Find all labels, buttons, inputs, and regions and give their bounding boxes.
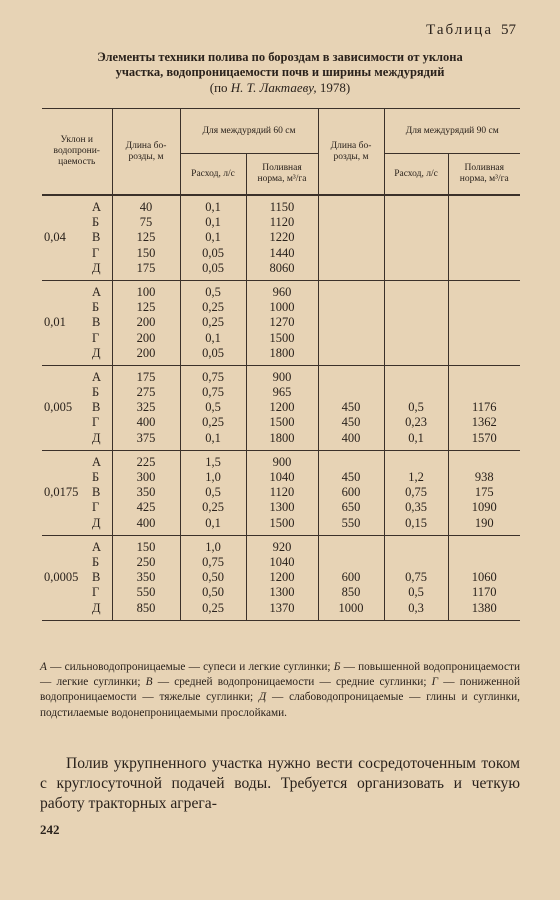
cell-value (449, 346, 521, 361)
cell-value (449, 246, 521, 261)
note-key-b: Б (333, 661, 341, 673)
cell-value: 850 (341, 585, 361, 600)
cell-value (449, 540, 521, 555)
cell-value: 0,05 (202, 345, 224, 360)
slope-cell (42, 280, 112, 365)
cell-rate90 (384, 450, 448, 535)
table-header (42, 109, 520, 196)
cell-value: 1090 (471, 500, 497, 515)
cell-norm90 (448, 450, 520, 535)
cell-norm90 (448, 280, 520, 365)
cell-value: 0,75 (202, 369, 224, 384)
cell-value: 0,1 (205, 230, 221, 245)
permeability-letter: Г (92, 330, 100, 345)
cell-value: 965 (272, 385, 292, 400)
permeability-letter: Г (92, 500, 100, 515)
slope-value: 0,01 (44, 315, 66, 330)
permeability-letter: Б (92, 215, 100, 230)
cell-value: 0,1 (205, 515, 221, 530)
table-number (426, 22, 516, 39)
cell-value: 0,25 (202, 500, 224, 515)
cell-value (385, 331, 448, 346)
cell-rate60 (180, 535, 246, 620)
cell-value: 0,25 (202, 600, 224, 615)
note-text-a: — сильноводопроницаемые — супеси и легкие суглинки; (46, 661, 334, 673)
cell-value (319, 331, 384, 346)
cell-value: 0,15 (405, 515, 427, 530)
cell-len90 (318, 195, 384, 280)
cell-value: 550 (341, 515, 361, 530)
permeability-letter: В (92, 230, 101, 245)
permeability-letter: А (92, 539, 102, 554)
cell-value: 1270 (269, 315, 295, 330)
cell-value: 175 (136, 260, 156, 275)
note-key-c: В (145, 676, 153, 689)
cell-value: 1,0 (205, 539, 221, 554)
cell-value (449, 200, 521, 215)
cell-value (449, 555, 521, 570)
cell-value (319, 285, 384, 300)
cell-value (385, 555, 448, 570)
cell-value: 0,25 (202, 300, 224, 315)
cell-value (385, 300, 448, 315)
ref-year: 1978) (316, 80, 351, 95)
slope-value: 0,005 (44, 400, 73, 415)
permeability-letter: Д (92, 515, 101, 530)
title-reference (40, 80, 520, 95)
cell-value: 8060 (269, 260, 295, 275)
header-rate-60: Расход, л/с (180, 154, 246, 196)
cell-value: 960 (272, 284, 292, 299)
cell-value: 0,05 (202, 260, 224, 275)
header-group-90: Для междурядий 90 см (384, 109, 520, 154)
title-line-2: участка, водопроницаемости почв и ширины междурядий (115, 65, 445, 79)
cell-value: 0,35 (405, 500, 427, 515)
cell-value: 0,1 (205, 215, 221, 230)
cell-rate90 (384, 365, 448, 450)
cell-value: 1040 (269, 470, 295, 484)
header-norm-60: Поливная норма, м³/га (246, 154, 318, 196)
permeability-letter: Б (92, 554, 100, 569)
permeability-letter: В (92, 315, 101, 330)
cell-value: 1362 (471, 415, 497, 430)
page-number: 242 (40, 822, 60, 837)
cell-value: 0,1 (205, 200, 221, 214)
cell-value (385, 200, 448, 215)
cell-value: 250 (136, 554, 156, 569)
cell-rate60 (180, 280, 246, 365)
permeability-letter: В (92, 485, 101, 500)
permeability-letter: Д (92, 430, 101, 445)
cell-rate60 (180, 365, 246, 450)
ref-author: Н. Т. Лактаеву, (230, 80, 317, 95)
slope-value: 0,04 (44, 230, 66, 245)
table-row-group (42, 450, 520, 535)
cell-value: 1300 (269, 500, 295, 515)
cell-value (385, 385, 448, 400)
cell-len90 (318, 280, 384, 365)
cell-value: 1200 (269, 570, 295, 585)
cell-value: 450 (341, 415, 361, 430)
note-text-b: — повышенной водопроницаемости — легкие суглинки; (40, 661, 520, 689)
cell-value: 0,75 (405, 570, 427, 585)
permeability-letter: В (92, 400, 101, 415)
cell-len60 (112, 280, 180, 365)
body-paragraph: Полив укрупненного участка нужно вести сосредоточенным током с круглосуточной подачей воды. Требуется организовать и четкую работу тракторных агрега- (40, 755, 520, 812)
cell-value: 125 (136, 230, 156, 245)
cell-value: 938 (474, 470, 494, 484)
cell-value (319, 555, 384, 570)
cell-norm90 (448, 195, 520, 280)
cell-value: 0,25 (202, 315, 224, 330)
cell-value: 1500 (269, 330, 295, 345)
cell-value: 400 (136, 515, 156, 530)
permeability-letter: Б (92, 385, 100, 400)
cell-rate90 (384, 280, 448, 365)
permeability-letter: А (92, 454, 102, 469)
table-row-group (42, 365, 520, 450)
cell-value (319, 385, 384, 400)
cell-value: 75 (139, 215, 153, 230)
cell-value: 425 (136, 500, 156, 515)
cell-value: 1150 (269, 200, 295, 214)
note-text-c: — средней водопроницаемости — средние суглинки; (152, 676, 432, 689)
cell-len60 (112, 195, 180, 280)
cell-value: 100 (136, 284, 156, 299)
cell-value (319, 300, 384, 315)
cell-value: 1,5 (205, 454, 221, 469)
cell-value (385, 346, 448, 361)
cell-value: 375 (136, 430, 156, 445)
note-text-d: — пониженной водопроницаемости — тяжелые суглинки; (40, 676, 520, 704)
cell-value: 190 (474, 515, 494, 530)
header-rate-90: Расход, л/с (384, 154, 448, 196)
ref-prefix: (по (209, 80, 231, 95)
cell-norm60 (246, 280, 318, 365)
cell-value: 300 (136, 470, 156, 484)
cell-value (385, 261, 448, 276)
title-line-1: Элементы техники полива по бороздам в зависимости от уклона (97, 50, 463, 64)
header-group-60: Для междурядий 60 см (180, 109, 318, 154)
cell-value: 325 (136, 400, 156, 415)
cell-norm60 (246, 365, 318, 450)
cell-value (449, 230, 521, 245)
cell-value (449, 215, 521, 230)
cell-value: 200 (136, 315, 156, 330)
cell-value: 1000 (338, 600, 364, 615)
cell-norm60 (246, 535, 318, 620)
permeability-letter: В (92, 570, 101, 585)
cell-value: 1040 (269, 554, 295, 569)
table-row-group (42, 280, 520, 365)
cell-value: 0,5 (408, 585, 424, 600)
irrigation-table (42, 108, 520, 621)
permeability-letter: Г (92, 245, 100, 260)
cell-value: 225 (136, 454, 156, 469)
cell-value (385, 285, 448, 300)
header-length-90: Длина бо- розды, м (318, 109, 384, 196)
permeability-letter: Г (92, 585, 100, 600)
table-row-group (42, 535, 520, 620)
cell-value: 0,1 (408, 430, 424, 445)
cell-norm60 (246, 195, 318, 280)
cell-value: 1,2 (408, 470, 424, 484)
cell-value: 0,5 (205, 400, 221, 415)
slope-cell (42, 535, 112, 620)
cell-value: 1,0 (205, 470, 221, 484)
table-title (40, 50, 520, 95)
cell-value (385, 455, 448, 470)
cell-value: 0,50 (202, 585, 224, 600)
permeability-letter: Б (92, 300, 100, 315)
cell-value: 0,3 (408, 600, 424, 615)
cell-value: 400 (136, 415, 156, 430)
cell-value (385, 315, 448, 330)
cell-value: 600 (341, 485, 361, 500)
cell-value: 1800 (269, 345, 295, 360)
cell-value (319, 315, 384, 330)
cell-value: 0,25 (202, 415, 224, 430)
cell-value: 1570 (471, 430, 497, 445)
cell-value: 150 (136, 539, 156, 554)
cell-value: 850 (136, 600, 156, 615)
cell-value: 1440 (269, 245, 295, 260)
cell-value: 900 (272, 369, 292, 384)
cell-value: 1800 (269, 430, 295, 445)
cell-value: 650 (341, 500, 361, 515)
cell-value (449, 455, 521, 470)
cell-value: 1370 (269, 600, 295, 615)
cell-value (449, 370, 521, 385)
header-slope: Уклон и водопрони- цаемость (42, 109, 112, 196)
cell-rate60 (180, 195, 246, 280)
cell-value: 1500 (269, 515, 295, 530)
cell-len90 (318, 365, 384, 450)
table-row-group (42, 195, 520, 280)
note-text-e: — слабоводопроницаемые — глины и суглинки, подстилаемые водонепроницаемыми прослойками. (40, 691, 520, 719)
cell-value (449, 285, 521, 300)
cell-value: 1380 (471, 600, 497, 615)
cell-value: 400 (341, 430, 361, 445)
cell-value: 1120 (269, 215, 295, 230)
cell-value: 0,05 (202, 245, 224, 260)
cell-value (385, 230, 448, 245)
cell-value: 1500 (269, 415, 295, 430)
permeability-letter: Г (92, 415, 100, 430)
cell-value (319, 215, 384, 230)
cell-value: 200 (136, 345, 156, 360)
cell-rate60 (180, 450, 246, 535)
cell-value: 0,75 (202, 385, 224, 400)
cell-value (449, 261, 521, 276)
cell-rate90 (384, 195, 448, 280)
cell-value: 175 (136, 369, 156, 384)
permeability-letter: А (92, 284, 102, 299)
cell-value: 0,23 (405, 415, 427, 430)
cell-value: 0,75 (405, 485, 427, 500)
permeability-letter: А (92, 369, 102, 384)
cell-value (449, 385, 521, 400)
cell-value: 1300 (269, 585, 295, 600)
cell-len90 (318, 535, 384, 620)
cell-value (385, 246, 448, 261)
cell-norm60 (246, 450, 318, 535)
cell-value: 0,75 (202, 554, 224, 569)
cell-value: 450 (341, 470, 361, 484)
slope-cell (42, 365, 112, 450)
permeability-letter: Д (92, 345, 101, 360)
permeability-letter: А (92, 200, 102, 214)
cell-value: 1200 (269, 400, 295, 415)
cell-value (319, 230, 384, 245)
cell-value (449, 331, 521, 346)
cell-len60 (112, 450, 180, 535)
cell-value: 600 (341, 570, 361, 585)
slope-cell (42, 450, 112, 535)
slope-cell (42, 195, 112, 280)
cell-value (319, 540, 384, 555)
cell-value (319, 346, 384, 361)
cell-value (385, 370, 448, 385)
cell-value: 350 (136, 485, 156, 500)
cell-rate90 (384, 535, 448, 620)
cell-value: 1220 (269, 230, 295, 245)
cell-value: 0,1 (205, 330, 221, 345)
cell-value: 0,5 (205, 284, 221, 299)
slope-value: 0,0175 (44, 485, 79, 500)
table-label: Таблица (426, 22, 493, 38)
cell-value: 900 (272, 454, 292, 469)
cell-value (319, 261, 384, 276)
cell-value: 0,5 (205, 485, 221, 500)
cell-value: 1170 (472, 585, 497, 600)
cell-value (319, 246, 384, 261)
cell-value (385, 215, 448, 230)
cell-value: 200 (136, 330, 156, 345)
legend-note (40, 660, 520, 721)
cell-value: 125 (136, 300, 156, 315)
note-key-d: Г (431, 676, 439, 689)
cell-value (319, 455, 384, 470)
header-length-60: Длина бо- розды, м (112, 109, 180, 196)
cell-value (449, 315, 521, 330)
cell-norm90 (448, 535, 520, 620)
cell-value: 550 (136, 585, 156, 600)
cell-value: 1176 (472, 400, 497, 415)
cell-len60 (112, 365, 180, 450)
cell-value: 150 (136, 245, 156, 260)
cell-len90 (318, 450, 384, 535)
permeability-letter: Б (92, 470, 100, 484)
cell-value: 350 (136, 570, 156, 585)
cell-value: 40 (139, 200, 153, 214)
cell-value: 0,50 (202, 570, 224, 585)
permeability-letter: Д (92, 260, 101, 275)
cell-value: 1000 (269, 300, 295, 315)
note-key-e: Д (258, 691, 267, 704)
cell-value: 920 (272, 539, 292, 554)
page-corner-number: 57 (501, 22, 516, 38)
cell-value (319, 370, 384, 385)
cell-value: 0,1 (205, 430, 221, 445)
cell-len60 (112, 535, 180, 620)
cell-value (319, 200, 384, 215)
cell-value: 1060 (471, 570, 497, 585)
cell-value (449, 300, 521, 315)
cell-norm90 (448, 365, 520, 450)
cell-value: 175 (474, 485, 494, 500)
cell-value: 1120 (269, 485, 295, 500)
table-body (42, 195, 520, 620)
cell-value: 0,5 (408, 400, 424, 415)
cell-value (385, 540, 448, 555)
note-key-a: А (40, 661, 47, 673)
header-norm-90: Поливная норма, м³/га (459, 163, 509, 184)
slope-value: 0,0005 (44, 570, 79, 585)
permeability-letter: Д (92, 600, 101, 615)
cell-value: 450 (341, 400, 361, 415)
cell-value: 275 (136, 385, 156, 400)
